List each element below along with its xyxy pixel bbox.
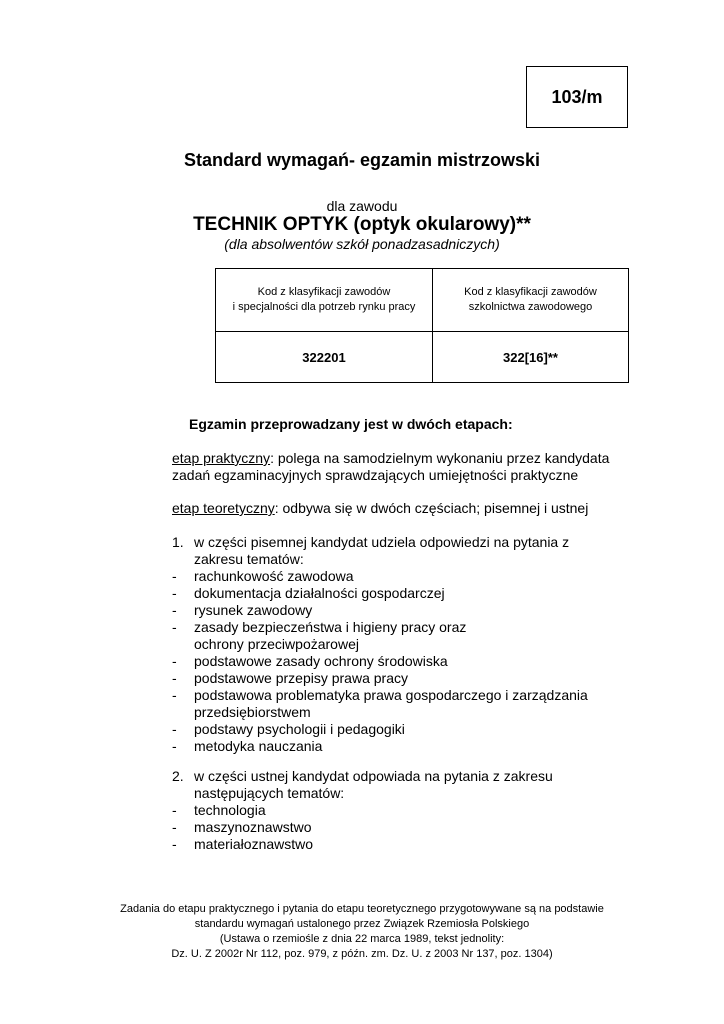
dash-bullet: -	[172, 721, 177, 737]
classification-code-table	[215, 268, 629, 383]
dash-bullet: -	[172, 619, 177, 635]
list-item-text: podstawy psychologii i pedagogiki	[194, 721, 405, 737]
dash-bullet: -	[172, 585, 177, 601]
dash-bullet: -	[172, 802, 177, 818]
value-school-code: 322[16]**	[433, 332, 629, 383]
list-item	[172, 568, 642, 585]
list-item	[172, 670, 642, 687]
list-item-text: zasady bezpieczeństwa i higieny pracy oraz ochrony przeciwpożarowej	[194, 619, 467, 652]
profession-title: TECHNIK OPTYK (optyk okularowy)**	[193, 214, 531, 235]
written-part-line1: w części pisemnej kandydat udziela odpowiedzi na pytania z	[194, 534, 570, 550]
list-item	[172, 738, 642, 755]
dash-bullet: -	[172, 653, 177, 669]
dash-bullet: -	[172, 687, 177, 703]
list-item	[172, 687, 642, 721]
list-item	[172, 602, 642, 619]
footer-line4: Dz. U. Z 2002r Nr 112, poz. 979, z późn. zm. Dz. U. z 2003 Nr 137, poz. 1304)	[171, 948, 553, 960]
list-item	[172, 836, 642, 853]
document-code-box	[526, 66, 628, 128]
header-school-code-line1: Kod z klasyfikacji zawodów	[464, 286, 597, 298]
value-market-code: 322201	[216, 332, 433, 383]
header-school-code-line2: szkolnictwa zawodowego	[468, 301, 593, 313]
footer-line3: (Ustawa o rzemiośle z dnia 22 marca 1989, tekst jednolity:	[219, 933, 505, 945]
list-item-text: technologia	[194, 802, 266, 818]
etap-teoretyczny-label: etap teoretyczny	[172, 500, 275, 516]
list-item	[172, 802, 642, 819]
list-item-text: podstawowe zasady ochrony środowiska	[194, 653, 448, 669]
oral-part-line1: w części ustnej kandydat odpowiada na pytania z zakresu	[194, 768, 553, 784]
dash-bullet: -	[172, 670, 177, 686]
table-value-row	[216, 332, 629, 383]
list-item	[172, 721, 642, 738]
written-part-heading	[172, 534, 642, 568]
audience-note: (dla absolwentów szkół ponadzasadniczych)	[224, 236, 500, 252]
document-code: 103/m	[551, 86, 603, 107]
list-item	[172, 619, 642, 653]
dash-bullet: -	[172, 602, 177, 618]
header-market-code-line2: i specjalności dla potrzeb rynku pracy	[232, 301, 416, 313]
list-item	[172, 819, 642, 836]
list-item	[172, 585, 642, 602]
header-market-code	[216, 269, 433, 332]
list-item-text: materiałoznawstwo	[194, 836, 314, 852]
oral-part-list	[172, 768, 642, 853]
etap-praktyczny-label: etap praktyczny	[172, 450, 271, 466]
etap-teoretyczny-text: : odbywa się w dwóch częściach; pisemnej i ustnej	[274, 500, 589, 516]
dash-bullet: -	[172, 836, 177, 852]
list-item-text: podstawowa problematyka prawa gospodarczego i zarządzania przedsiębiorstwem	[194, 687, 588, 720]
etap-praktyczny-line2: zadań egzaminacyjnych sprawdzających umiejętności praktyczne	[172, 467, 579, 483]
header-school-code	[433, 269, 629, 332]
list-item-text: maszynoznawstwo	[194, 819, 312, 835]
dash-bullet: -	[172, 738, 177, 754]
oral-part-line2: następujących tematów:	[194, 785, 345, 801]
dash-bullet: -	[172, 568, 177, 584]
list-item-text: dokumentacja działalności gospodarczej	[194, 585, 445, 601]
list-item	[172, 653, 642, 670]
list-item-text: metodyka nauczania	[194, 738, 323, 754]
list-item-text: podstawowe przepisy prawa pracy	[194, 670, 408, 686]
etap-teoretyczny-paragraph	[172, 500, 642, 517]
written-part-line2: zakresu tematów:	[194, 551, 304, 567]
written-part-list	[172, 534, 642, 755]
exam-intro: Egzamin przeprowadzany jest w dwóch etapach:	[189, 416, 513, 432]
dla-zawodu-label: dla zawodu	[326, 198, 398, 214]
dash-bullet: -	[172, 819, 177, 835]
table-header-row	[216, 269, 629, 332]
list-number: 1.	[172, 534, 184, 550]
etap-praktyczny-line1: : polega na samodzielnym wykonaniu przez kandydata	[270, 450, 610, 466]
oral-part-heading	[172, 768, 642, 802]
etap-praktyczny-paragraph	[172, 450, 642, 484]
footer-line1: Zadania do etapu praktycznego i pytania do etapu teoretycznego przygotowywane są na podstawie	[120, 903, 604, 915]
list-item-text: rysunek zawodowy	[194, 602, 313, 618]
footer-line2: standardu wymagań ustalonego przez Związek Rzemiosła Polskiego	[194, 918, 530, 930]
footer-note	[62, 902, 662, 962]
header-market-code-line1: Kod z klasyfikacji zawodów	[257, 286, 391, 298]
page-title: Standard wymagań- egzamin mistrzowski	[183, 150, 541, 170]
list-number: 2.	[172, 768, 184, 784]
list-item-text: rachunkowość zawodowa	[194, 568, 354, 584]
